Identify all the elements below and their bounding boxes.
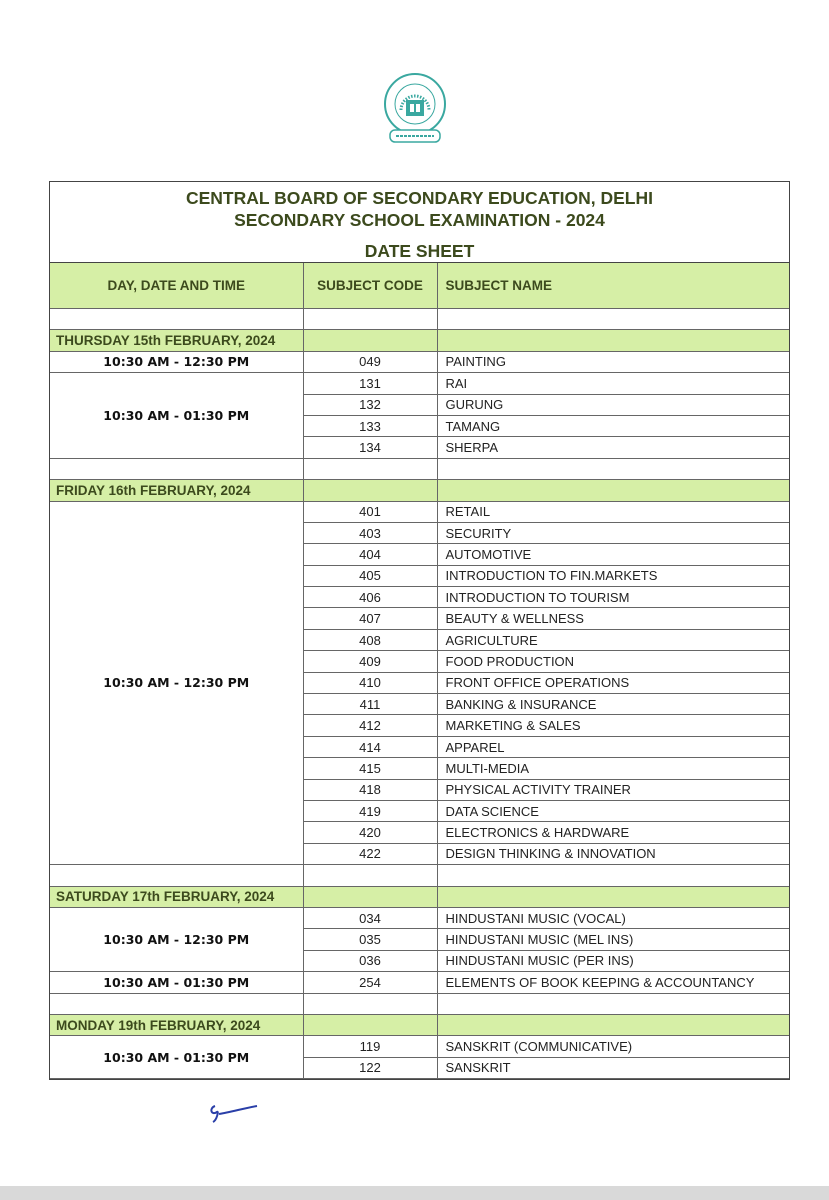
empty-cell bbox=[303, 993, 437, 1014]
subject-name: AGRICULTURE bbox=[437, 629, 789, 650]
subject-name: INTRODUCTION TO FIN.MARKETS bbox=[437, 565, 789, 586]
day-label: THURSDAY 15th FEBRUARY, 2024 bbox=[50, 330, 303, 351]
empty-cell bbox=[303, 458, 437, 479]
table-row bbox=[50, 501, 789, 522]
table-row bbox=[50, 373, 789, 394]
table-row bbox=[50, 351, 789, 372]
empty-cell bbox=[437, 309, 789, 330]
empty-cell bbox=[303, 1014, 437, 1035]
subject-name: RAI bbox=[437, 373, 789, 394]
empty-cell bbox=[50, 865, 303, 886]
subject-code: 409 bbox=[303, 651, 437, 672]
empty-cell bbox=[303, 309, 437, 330]
subject-name: PHYSICAL ACTIVITY TRAINER bbox=[437, 779, 789, 800]
empty-cell bbox=[50, 993, 303, 1014]
day-row bbox=[50, 330, 789, 351]
empty-cell bbox=[437, 1014, 789, 1035]
spacer-row bbox=[50, 309, 789, 330]
subject-name: HINDUSTANI MUSIC (MEL INS) bbox=[437, 929, 789, 950]
board-name: CENTRAL BOARD OF SECONDARY EDUCATION, DELHI bbox=[185, 188, 653, 208]
subject-name: TAMANG bbox=[437, 415, 789, 436]
subject-code: 419 bbox=[303, 800, 437, 821]
subject-name: ELEMENTS OF BOOK KEEPING & ACCOUNTANCY bbox=[437, 972, 789, 993]
subject-code: 406 bbox=[303, 587, 437, 608]
subject-code: 254 bbox=[303, 972, 437, 993]
subject-name: MULTI-MEDIA bbox=[437, 758, 789, 779]
subject-name: FRONT OFFICE OPERATIONS bbox=[437, 672, 789, 693]
empty-cell bbox=[437, 865, 789, 886]
subject-code: 131 bbox=[303, 373, 437, 394]
day-row bbox=[50, 886, 789, 907]
exam-time: 10:30 AM - 01:30 PM bbox=[50, 972, 303, 993]
table-row bbox=[50, 1036, 789, 1057]
subject-name: DATA SCIENCE bbox=[437, 800, 789, 821]
empty-cell bbox=[437, 886, 789, 907]
spacer-row bbox=[50, 458, 789, 479]
subject-code: 418 bbox=[303, 779, 437, 800]
empty-cell bbox=[437, 458, 789, 479]
subject-code: 134 bbox=[303, 437, 437, 458]
empty-cell bbox=[303, 480, 437, 501]
subject-code: 404 bbox=[303, 544, 437, 565]
subject-code: 410 bbox=[303, 672, 437, 693]
table-header-row bbox=[50, 263, 789, 309]
empty-cell bbox=[437, 480, 789, 501]
subject-code: 119 bbox=[303, 1036, 437, 1057]
subject-name: SECURITY bbox=[437, 522, 789, 543]
table-row bbox=[50, 972, 789, 993]
exam-name: SECONDARY SCHOOL EXAMINATION - 2024 bbox=[234, 210, 605, 230]
subject-name: BANKING & INSURANCE bbox=[437, 694, 789, 715]
empty-cell bbox=[50, 458, 303, 479]
cbse-logo bbox=[368, 66, 462, 152]
subject-name: HINDUSTANI MUSIC (PER INS) bbox=[437, 950, 789, 971]
subject-code: 415 bbox=[303, 758, 437, 779]
subject-name: SANSKRIT bbox=[437, 1057, 789, 1078]
subject-name: GURUNG bbox=[437, 394, 789, 415]
subject-code: 036 bbox=[303, 950, 437, 971]
subject-name: HINDUSTANI MUSIC (VOCAL) bbox=[437, 907, 789, 928]
subject-code: 049 bbox=[303, 351, 437, 372]
subject-name: RETAIL bbox=[437, 501, 789, 522]
subject-name: BEAUTY & WELLNESS bbox=[437, 608, 789, 629]
exam-time: 10:30 AM - 12:30 PM bbox=[50, 907, 303, 971]
subject-code: 035 bbox=[303, 929, 437, 950]
subject-code: 411 bbox=[303, 694, 437, 715]
subject-code: 422 bbox=[303, 843, 437, 864]
exam-time: 10:30 AM - 01:30 PM bbox=[50, 1036, 303, 1079]
subject-name: ELECTRONICS & HARDWARE bbox=[437, 822, 789, 843]
header-subject-code: SUBJECT CODE bbox=[303, 263, 437, 309]
subject-code: 133 bbox=[303, 415, 437, 436]
sheet-title bbox=[50, 182, 789, 263]
subject-name: AUTOMOTIVE bbox=[437, 544, 789, 565]
subject-code: 420 bbox=[303, 822, 437, 843]
subject-code: 408 bbox=[303, 629, 437, 650]
subject-name: MARKETING & SALES bbox=[437, 715, 789, 736]
empty-cell bbox=[303, 886, 437, 907]
subject-code: 403 bbox=[303, 522, 437, 543]
empty-cell bbox=[50, 309, 303, 330]
subject-name: INTRODUCTION TO TOURISM bbox=[437, 587, 789, 608]
day-label: SATURDAY 17th FEBRUARY, 2024 bbox=[50, 886, 303, 907]
day-row bbox=[50, 1014, 789, 1035]
header-day-date-time: DAY, DATE AND TIME bbox=[50, 263, 303, 309]
empty-cell bbox=[303, 330, 437, 351]
exam-time: 10:30 AM - 12:30 PM bbox=[50, 351, 303, 372]
subject-code: 034 bbox=[303, 907, 437, 928]
empty-cell bbox=[437, 330, 789, 351]
page-bottom-edge bbox=[0, 1186, 829, 1200]
subject-code: 414 bbox=[303, 736, 437, 757]
header-subject-name: SUBJECT NAME bbox=[437, 263, 789, 309]
subject-code: 407 bbox=[303, 608, 437, 629]
subject-code: 401 bbox=[303, 501, 437, 522]
day-label: FRIDAY 16th FEBRUARY, 2024 bbox=[50, 480, 303, 501]
sheet-heading: DATE SHEET bbox=[364, 241, 475, 261]
subject-name: DESIGN THINKING & INNOVATION bbox=[437, 843, 789, 864]
exam-time: 10:30 AM - 01:30 PM bbox=[50, 373, 303, 459]
subject-code: 132 bbox=[303, 394, 437, 415]
subject-name: APPAREL bbox=[437, 736, 789, 757]
spacer-row bbox=[50, 865, 789, 886]
empty-cell bbox=[437, 993, 789, 1014]
subject-name: SHERPA bbox=[437, 437, 789, 458]
subject-code: 412 bbox=[303, 715, 437, 736]
subject-code: 405 bbox=[303, 565, 437, 586]
spacer-row bbox=[50, 993, 789, 1014]
day-row bbox=[50, 480, 789, 501]
subject-name: FOOD PRODUCTION bbox=[437, 651, 789, 672]
schedule-table bbox=[50, 263, 789, 1079]
signature bbox=[205, 1098, 261, 1128]
subject-name: SANSKRIT (COMMUNICATIVE) bbox=[437, 1036, 789, 1057]
date-sheet bbox=[49, 181, 790, 1080]
subject-code: 122 bbox=[303, 1057, 437, 1078]
table-row bbox=[50, 907, 789, 928]
day-label: MONDAY 19th FEBRUARY, 2024 bbox=[50, 1014, 303, 1035]
subject-name: PAINTING bbox=[437, 351, 789, 372]
exam-time: 10:30 AM - 12:30 PM bbox=[50, 501, 303, 865]
empty-cell bbox=[303, 865, 437, 886]
